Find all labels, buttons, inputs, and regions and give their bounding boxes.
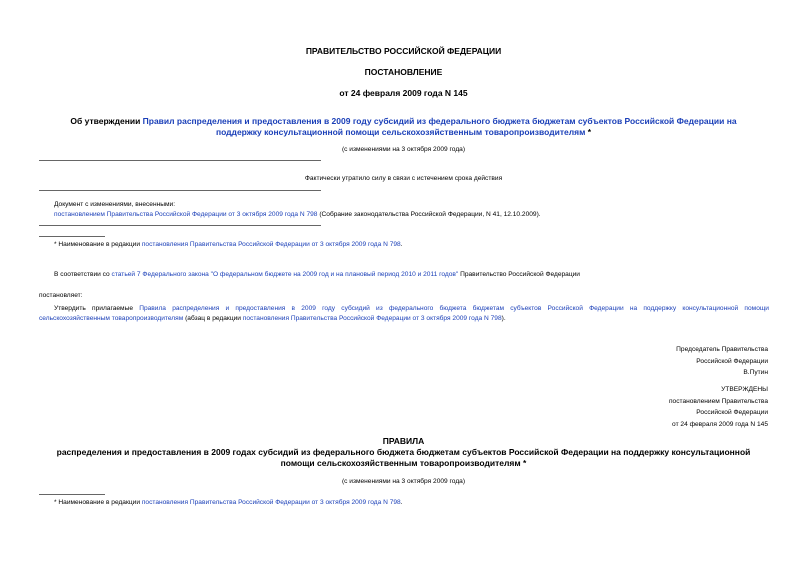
lost-force-status: Фактически утратило силу в связи с истечением срока действия xyxy=(304,175,503,182)
approve-rules-link[interactable]: Правила распределения и предоставления в 2009 году субсидий из федерального бюджета бюджетам субъектов Российской Федерации на поддержку консультационной помощи xyxy=(139,305,769,312)
footnote-separator xyxy=(39,236,105,237)
approve-prefix: Утвердить прилагаемые xyxy=(54,305,140,312)
footnote-2 xyxy=(54,499,403,506)
rules-heading: ПРАВИЛА xyxy=(382,436,425,446)
approved-country: Российской Федерации xyxy=(696,409,768,416)
rules-title-line-1: распределения и предоставления в 2009 годах субсидий из федерального бюджета бюджетам субъектов Российской Федерации на поддержку консультационной xyxy=(56,447,751,457)
signature-position: Председатель Правительства xyxy=(676,346,768,353)
changes-decree-link[interactable]: постановлением Правительства Российской Федерации от 3 октября 2009 года N 798 xyxy=(54,211,318,218)
document-title-line-2 xyxy=(0,127,807,138)
title-rules-link[interactable]: Правил распределения и предоставления в 2009 году субсидий из федерального бюджета бюджетам субъектов Российской Федерации на xyxy=(142,116,737,126)
title-prefix: Об утверждении xyxy=(70,116,143,126)
divider xyxy=(39,160,321,161)
signature-country: Российской Федерации xyxy=(696,357,768,365)
approved-heading: УТВЕРЖДЕНЫ xyxy=(721,386,768,393)
document-type: ПОСТАНОВЛЕНИЕ xyxy=(364,67,443,77)
rules-amended-note: (с изменениями на 3 октября 2009 года) xyxy=(341,478,466,485)
document-title-line-1 xyxy=(0,116,807,127)
changes-source: (Собрание законодательства Российской Федерации, N 41, 12.10.2009). xyxy=(317,211,541,218)
rules-title-text: помощи сельскохозяйственным товаропроизводителям xyxy=(280,458,521,468)
approve-line-1 xyxy=(39,304,769,314)
approve-end: ). xyxy=(501,315,506,322)
federal-law-link[interactable]: статьей 7 Федерального закона "О федеральном бюджете на 2009 год и на плановый период 2010 и 2011 годов" xyxy=(111,271,459,278)
preamble-suffix: Правительство Российской Федерации xyxy=(458,271,580,278)
rules-title-line-2 xyxy=(0,458,807,469)
footnote-1-suffix: . xyxy=(400,241,403,248)
document-title xyxy=(0,116,807,138)
approved-by: постановлением Правительства xyxy=(668,397,768,405)
approve-paragraph xyxy=(39,304,769,324)
divider xyxy=(39,225,321,226)
approved-date: от 24 февраля 2009 года N 145 xyxy=(672,420,768,428)
approve-amend-link[interactable]: постановления Правительства Российской Федерации от 3 октября 2009 года N 798 xyxy=(242,315,502,322)
resolves-word: постановляет: xyxy=(39,292,83,299)
rules-footnote-mark: * xyxy=(520,458,527,468)
changes-line xyxy=(54,211,541,218)
document-date-number: от 24 февраля 2009 года N 145 xyxy=(339,88,468,98)
footnote-1 xyxy=(54,241,403,248)
divider xyxy=(39,190,321,191)
preamble xyxy=(54,271,580,278)
changes-intro: Документ с изменениями, внесенными: xyxy=(54,201,176,208)
footnote-1-prefix: * Наименование в редакции xyxy=(54,241,142,248)
approve-mid: (абзац в редакции xyxy=(183,315,243,322)
rules-title xyxy=(0,447,807,469)
government-heading: ПРАВИТЕЛЬСТВО РОССИЙСКОЙ ФЕДЕРАЦИИ xyxy=(305,46,502,56)
signature-name: В.Путин xyxy=(743,369,768,376)
footnote-2-link[interactable]: постановления Правительства Российской Федерации от 3 октября 2009 года N 798 xyxy=(141,499,401,506)
footnote-1-link[interactable]: постановления Правительства Российской Федерации от 3 октября 2009 года N 798 xyxy=(141,241,401,248)
preamble-prefix: В соответствии со xyxy=(54,271,112,278)
title-rules-link-cont[interactable]: поддержку консультационной помощи сельскохозяйственным товаропроизводителям xyxy=(215,127,586,137)
title-footnote-mark: * xyxy=(585,127,592,137)
approve-line-2 xyxy=(39,314,769,324)
approved-block xyxy=(669,384,768,430)
footnote-separator xyxy=(39,494,105,495)
amended-note: (с изменениями на 3 октября 2009 года) xyxy=(341,146,466,153)
footnote-2-suffix: . xyxy=(400,499,403,506)
footnote-2-prefix: * Наименование в редакции xyxy=(54,499,142,506)
approve-rules-link-cont[interactable]: сельскохозяйственным товаропроизводителям xyxy=(39,315,184,322)
signature-block xyxy=(676,344,768,379)
